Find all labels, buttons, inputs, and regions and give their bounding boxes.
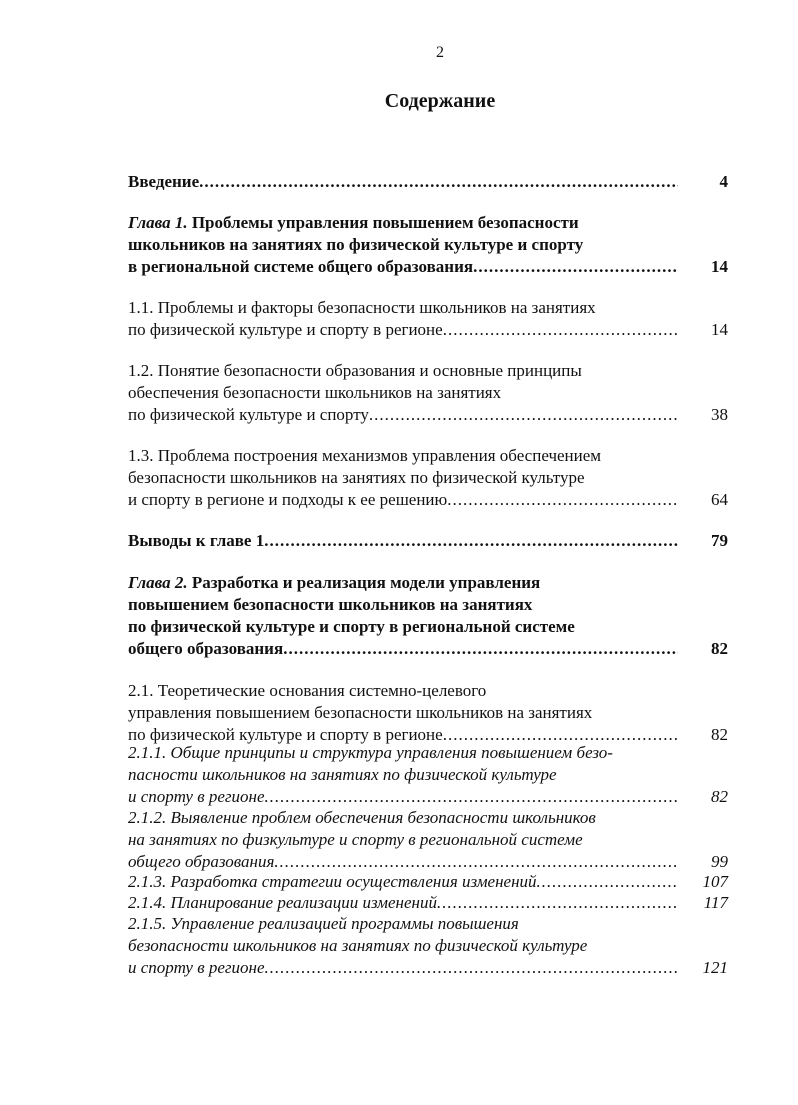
entry-text: 2.1.3. Разработка стратегии осуществления изменений (128, 872, 537, 891)
entry-text: Введение (128, 172, 200, 191)
entry-text: по физической культуре и спорту (128, 405, 369, 424)
entry-line: пасности школьников на занятиях по физической культуре (128, 765, 557, 784)
toc-title: Содержание (384, 90, 496, 112)
toc-entry-1-3 (128, 445, 728, 511)
entry-line: 2.1. Теоретические основания системно-целевого (128, 681, 487, 700)
entry-page: 107 (702, 872, 728, 891)
entry-text: в региональной системе общего образования (128, 257, 474, 276)
entry-line: повышением безопасности школьников на занятиях (128, 595, 533, 614)
entry-text: по физической культуре и спорту в регионе (128, 320, 443, 339)
entry-line: безопасности школьников на занятиях по физической культуре (128, 936, 588, 955)
entry-page: 121 (702, 958, 728, 977)
entry-text: и спорту в регионе (128, 958, 265, 977)
entry-text: и спорту в регионе и подходы к ее решению (128, 490, 448, 509)
toc-entry-introduction (128, 171, 728, 193)
entry-line: 1.1. Проблемы и факторы безопасности школьников на занятиях (128, 298, 596, 317)
entry-page: 4 (719, 172, 728, 191)
entry-line: 2.1.2. Выявление проблем обеспечения безопасности школьников (128, 808, 596, 827)
toc-entry-1-2 (128, 360, 728, 426)
entry-page: 14 (711, 257, 728, 276)
entry-line: обеспечения безопасности школьников на занятиях (128, 383, 502, 402)
entry-line: Глава 2. Разработка и реализация модели управления (128, 573, 541, 592)
entry-text: общего образования (128, 639, 284, 658)
entry-page: 82 (711, 787, 728, 806)
entry-line: на занятиях по физкультуре и спорту в региональной системе (128, 830, 583, 849)
entry-text: общего образования (128, 852, 275, 871)
entry-page: 79 (711, 531, 728, 550)
entry-line: школьников на занятиях по физической культуре и спорту (128, 235, 584, 254)
page-number: 2 (436, 44, 444, 61)
toc-entry-2-1-1 (128, 742, 728, 808)
toc-entry-1-1 (128, 297, 728, 341)
entry-line: 2.1.1. Общие принципы и структура управления повышением безо- (128, 743, 613, 762)
entry-line: Глава 1. Проблемы управления повышением безопасности (128, 213, 579, 232)
toc-entry-2-1-5 (128, 913, 728, 979)
entry-line: 1.2. Понятие безопасности образования и основные принципы (128, 361, 582, 380)
entry-line: управления повышением безопасности школьников на занятиях (128, 703, 593, 722)
entry-page: 82 (711, 639, 728, 658)
entry-page: 14 (711, 320, 728, 339)
entry-page: 82 (711, 725, 728, 744)
entry-line: по физической культуре и спорту в региональной системе (128, 617, 575, 636)
toc-entry-2-1 (128, 680, 728, 746)
entry-page: 117 (703, 893, 728, 912)
entry-text: и спорту в регионе (128, 787, 265, 806)
toc-entry-chapter-1 (128, 212, 728, 278)
entry-text: Выводы к главе 1 (128, 531, 265, 550)
entry-text: 2.1.4. Планирование реализации изменений (128, 893, 437, 912)
entry-line: 1.3. Проблема построения механизмов управления обеспечением (128, 446, 602, 465)
toc-entry-2-1-4 (128, 892, 728, 914)
toc-entry-chapter-2 (128, 572, 728, 660)
entry-page: 38 (711, 405, 728, 424)
entry-line: 2.1.5. Управление реализацией программы повышения (128, 914, 519, 933)
toc-entry-2-1-3 (128, 871, 728, 893)
entry-text: по физической культуре и спорту в регионе (128, 725, 443, 744)
entry-line: безопасности школьников на занятиях по физической культуре (128, 468, 585, 487)
entry-page: 99 (711, 852, 728, 871)
entry-page: 64 (711, 490, 728, 509)
toc-entry-conclusions-1 (128, 530, 728, 552)
toc-entry-2-1-2 (128, 807, 728, 873)
